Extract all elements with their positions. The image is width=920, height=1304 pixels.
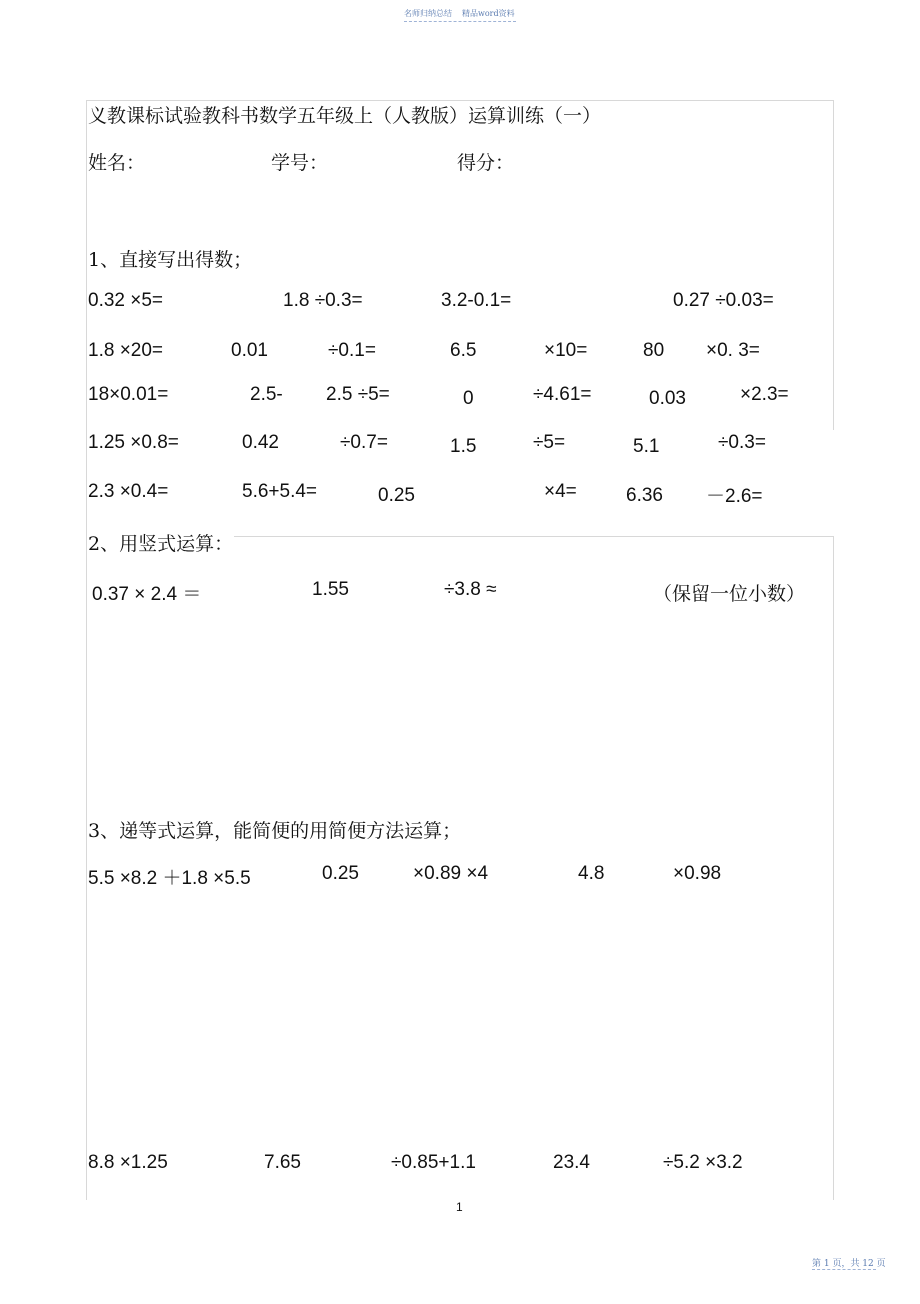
problem-part: 1.5: [450, 436, 477, 457]
page-number: 1: [456, 1200, 463, 1214]
problem: 5.6+5.4=: [242, 481, 318, 502]
frame-left: [86, 100, 87, 1200]
problem-part: 0.42: [242, 432, 279, 453]
problem-part: ×4=: [544, 481, 577, 502]
problem-part: 0.01: [231, 340, 268, 361]
problem-part: 5.1: [633, 436, 660, 457]
problem-part: 0: [463, 388, 474, 409]
problem-part: 0.25: [378, 485, 415, 506]
header-left: 名师归纳总结: [404, 9, 452, 18]
frame-right-lower: [833, 536, 834, 1200]
problem-part: ×10=: [544, 340, 588, 361]
problem: 8.8 ×1.25: [88, 1152, 168, 1173]
problem-part: ÷4.61=: [533, 384, 592, 405]
problem-part: ×0.98: [673, 863, 722, 884]
problem-part: ÷0.3=: [718, 432, 766, 453]
name-label: 姓名：: [88, 152, 146, 174]
problem: 0.32 ×5=: [88, 290, 164, 311]
problem-part: ÷5.2 ×3.2: [663, 1152, 743, 1173]
problem-part: 2.5 ÷5=: [326, 384, 390, 405]
frame-section2-top: [234, 536, 834, 537]
problem: 18×0.01=: [88, 384, 169, 405]
problem: 1.8 ÷0.3=: [283, 290, 363, 311]
problem-part: 23.4: [553, 1152, 590, 1173]
problem: 5.5 ×8.2 ＋1.8 ×5.5: [88, 868, 251, 889]
problem-part: 0.03: [649, 388, 686, 409]
problem-part: ÷0.1=: [328, 340, 376, 361]
score-label: 得分：: [457, 152, 515, 174]
problem-part: 2.5-: [250, 384, 283, 405]
problem-part: 0.25: [322, 863, 359, 884]
problem: 0.27 ÷0.03=: [673, 290, 774, 311]
header-right: 精品word资料: [462, 9, 515, 18]
problem-part: 1.55: [312, 579, 349, 600]
problem-part: ÷0.85+1.1: [391, 1152, 476, 1173]
problem-part: ÷0.7=: [340, 432, 388, 453]
frame-right-upper: [833, 100, 834, 430]
section1-heading: 1、直接写出得数；: [88, 249, 253, 271]
problem-part: 4.8: [578, 863, 605, 884]
header-divider: [404, 21, 516, 22]
problem-part: 6.36: [626, 485, 663, 506]
section3-heading: 3、递等式运算，能简便的用简便方法运算；: [88, 820, 462, 842]
problem: 3.2-0.1=: [441, 290, 512, 311]
page-title: 义教课标试验教科书数学五年级上（人教版）运算训练（一）: [88, 105, 602, 127]
problem-part: 6.5: [450, 340, 477, 361]
problem-part: 80: [643, 340, 665, 361]
problem-part: ÷5=: [533, 432, 566, 453]
rounding-note: （保留一位小数）: [653, 583, 806, 605]
footer-divider: [812, 1269, 876, 1270]
section2-heading: 2、用竖式运算：: [88, 533, 234, 555]
problem-part: －2.6=: [706, 486, 763, 507]
problem: 1.8 ×20=: [88, 340, 164, 361]
problem: 0.37 × 2.4 ＝: [92, 584, 202, 605]
problem: 1.25 ×0.8=: [88, 432, 179, 453]
problem: 2.3 ×0.4=: [88, 481, 169, 502]
problem-part: ÷3.8 ≈: [444, 579, 497, 600]
page-footer: 第 1 页，共 12 页: [812, 1259, 886, 1269]
problem-part: ×2.3=: [740, 384, 789, 405]
problem-part: 7.65: [264, 1152, 301, 1173]
id-label: 学号：: [271, 152, 329, 174]
problem-part: ×0. 3=: [706, 340, 760, 361]
problem-part: ×0.89 ×4: [413, 863, 489, 884]
